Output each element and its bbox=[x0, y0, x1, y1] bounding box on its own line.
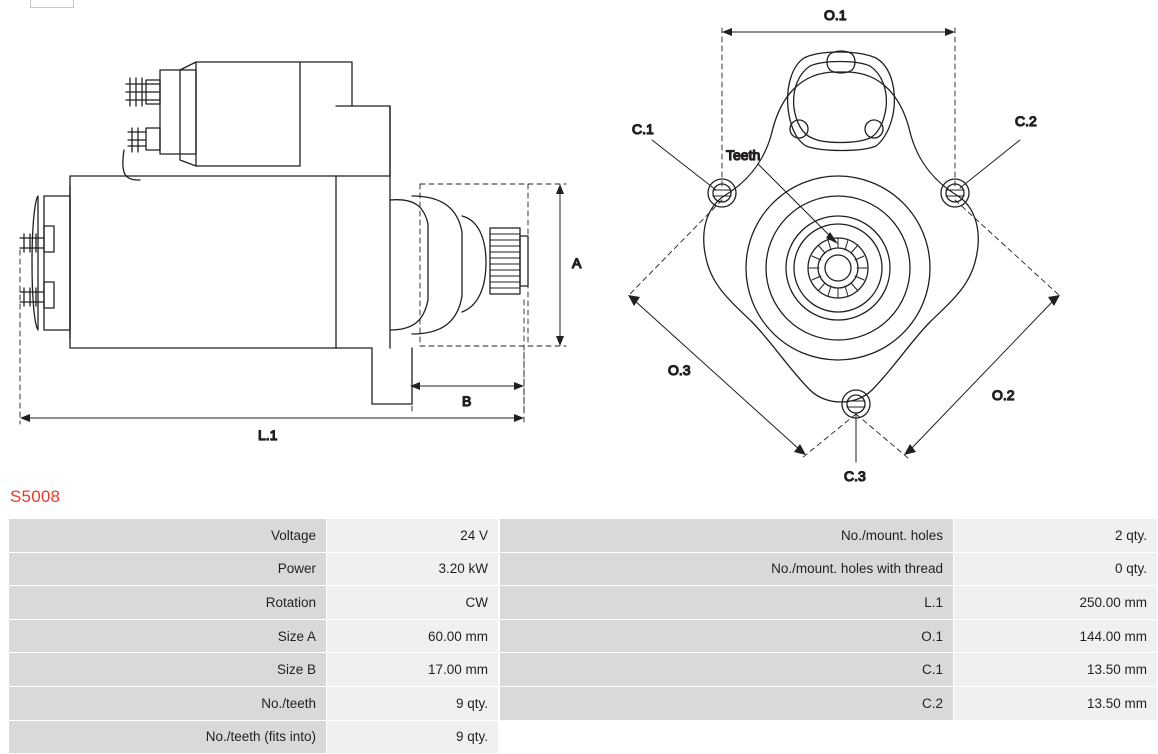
table-row bbox=[500, 519, 1158, 553]
spec-label: Rotation bbox=[9, 586, 327, 620]
table-row bbox=[9, 619, 499, 653]
table-row bbox=[500, 653, 1158, 687]
spec-table-left bbox=[8, 518, 499, 754]
table-row bbox=[500, 552, 1158, 586]
spec-value: 60.00 mm bbox=[327, 619, 499, 653]
spec-value: 2 qty. bbox=[954, 519, 1158, 553]
spec-value: 9 qty. bbox=[327, 720, 499, 754]
spec-table-right bbox=[499, 518, 1158, 754]
label-size-b: B bbox=[462, 393, 472, 409]
starter-side-view bbox=[20, 62, 582, 443]
spec-value: 250.00 mm bbox=[954, 586, 1158, 620]
spec-label: L.1 bbox=[500, 586, 954, 620]
spec-label: No./teeth bbox=[9, 686, 327, 720]
table-row bbox=[9, 552, 499, 586]
label-teeth: Teeth bbox=[726, 147, 761, 163]
spec-value: 0 qty. bbox=[954, 552, 1158, 586]
starter-front-view bbox=[628, 7, 1060, 484]
spec-label: Power bbox=[9, 552, 327, 586]
spec-value: 144.00 mm bbox=[954, 619, 1158, 653]
table-row bbox=[9, 586, 499, 620]
table-row bbox=[500, 586, 1158, 620]
spec-label: Size B bbox=[9, 653, 327, 687]
spec-value: 3.20 kW bbox=[327, 552, 499, 586]
label-o1: O.1 bbox=[824, 7, 847, 23]
spec-label: Size A bbox=[9, 619, 327, 653]
table-row bbox=[9, 720, 499, 754]
spec-empty-cell bbox=[500, 720, 954, 754]
label-c3: C.3 bbox=[844, 468, 866, 484]
spec-label: C.1 bbox=[500, 653, 954, 687]
table-row bbox=[500, 686, 1158, 720]
part-number: S5008 bbox=[10, 487, 61, 506]
spec-label: C.2 bbox=[500, 686, 954, 720]
label-o2: O.2 bbox=[992, 387, 1015, 403]
spec-label: O.1 bbox=[500, 619, 954, 653]
label-size-a: A bbox=[572, 255, 582, 271]
spec-value: 13.50 mm bbox=[954, 686, 1158, 720]
table-row bbox=[500, 619, 1158, 653]
spec-label: Voltage bbox=[9, 519, 327, 553]
spec-empty-cell bbox=[954, 720, 1158, 754]
spec-label: No./mount. holes with thread bbox=[500, 552, 954, 586]
spec-value: 9 qty. bbox=[327, 686, 499, 720]
spec-value: CW bbox=[327, 586, 499, 620]
spec-label: No./teeth (fits into) bbox=[9, 720, 327, 754]
table-row bbox=[9, 686, 499, 720]
label-c1: C.1 bbox=[632, 121, 654, 137]
table-row-empty bbox=[500, 720, 1158, 754]
spec-tables bbox=[8, 518, 1147, 754]
label-length-l1: L.1 bbox=[258, 427, 278, 443]
spec-value: 24 V bbox=[327, 519, 499, 553]
table-row bbox=[9, 519, 499, 553]
spec-value: 13.50 mm bbox=[954, 653, 1158, 687]
spec-label: No./mount. holes bbox=[500, 519, 954, 553]
table-row bbox=[9, 653, 499, 687]
label-o3: O.3 bbox=[668, 362, 691, 378]
spec-value: 17.00 mm bbox=[327, 653, 499, 687]
label-c2: C.2 bbox=[1015, 113, 1037, 129]
